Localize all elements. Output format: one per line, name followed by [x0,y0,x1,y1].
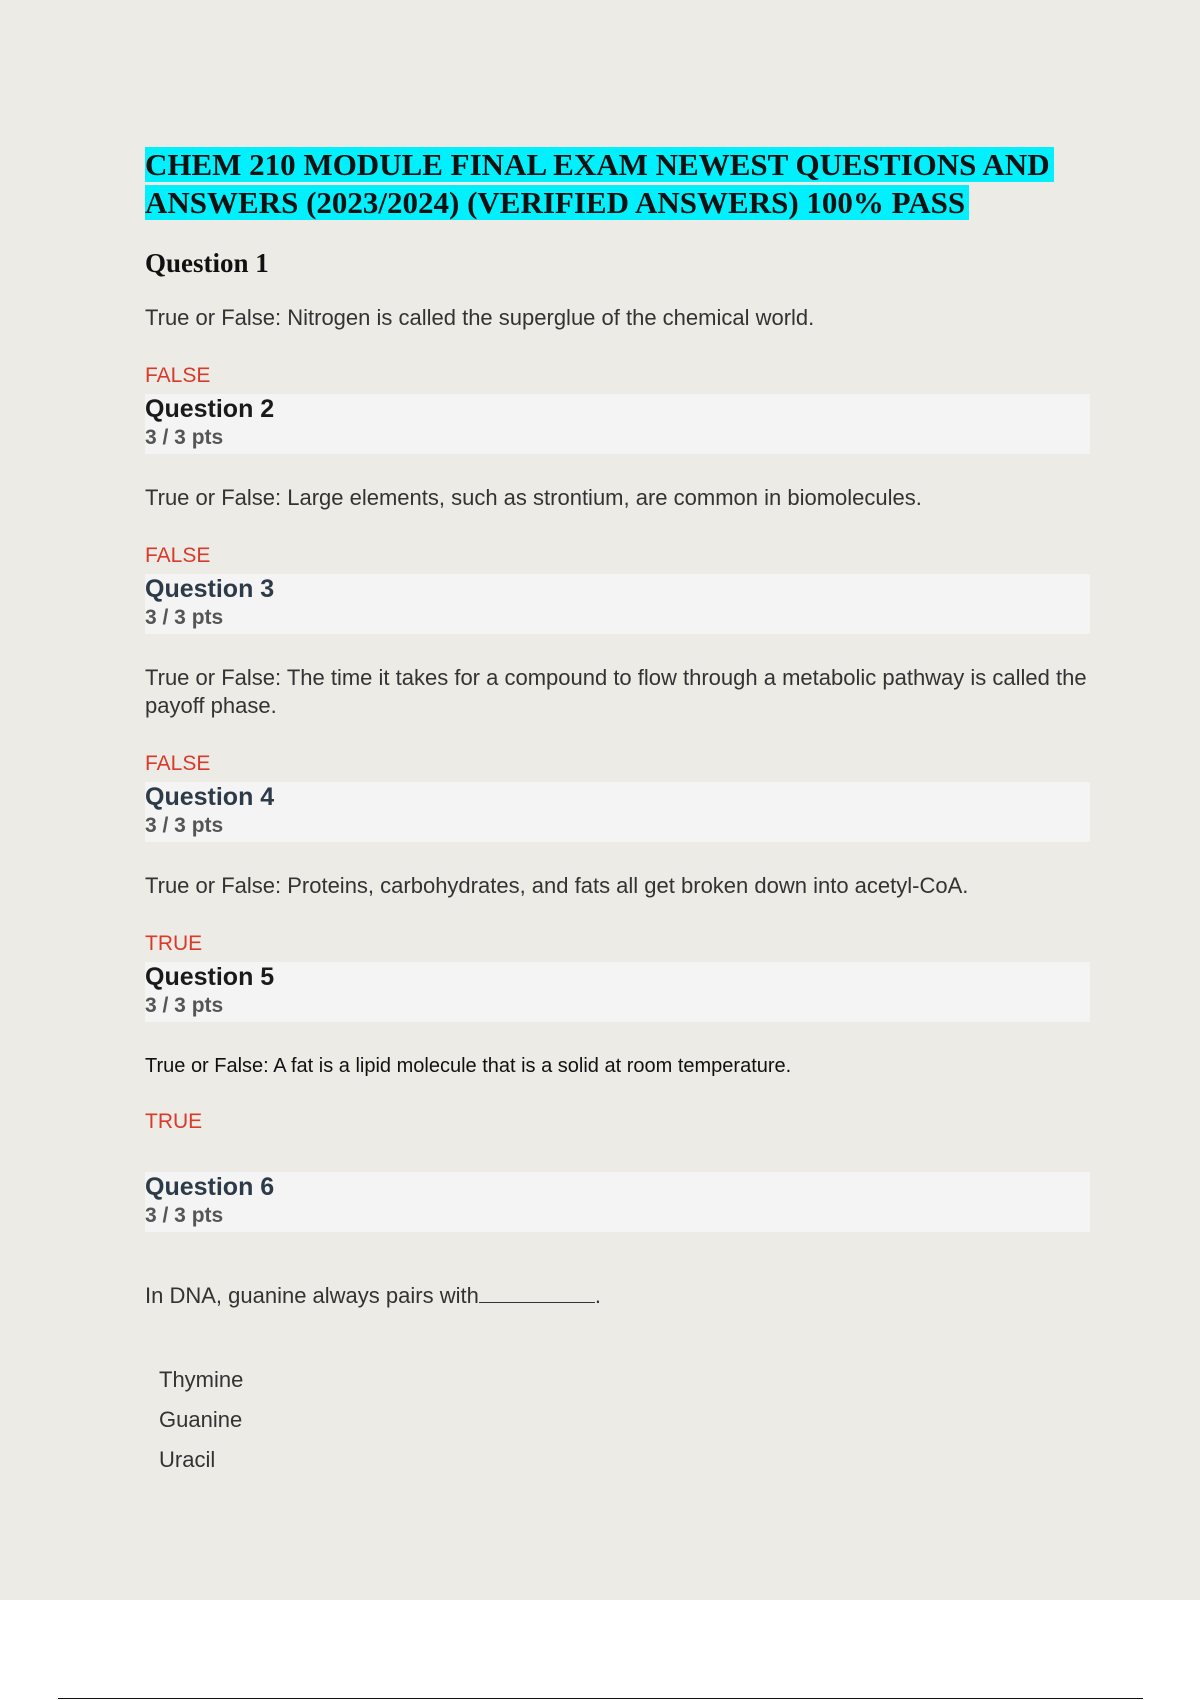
question-6-option-3: Uracil [159,1447,216,1472]
question-6-heading: Question 6 [145,1173,275,1201]
question-4-points: 3 / 3 pts [145,814,224,837]
question-2-answer: FALSE [145,544,211,567]
question-1-answer: FALSE [145,364,211,387]
document-title: CHEM 210 MODULE FINAL EXAM NEWEST QUESTIONS AND ANSWERS (2023/2024) (VERIFIED ANSWERS) 100% PASS [145,146,1090,222]
question-2-header [145,394,1090,454]
question-5-heading: Question 5 [145,963,275,991]
question-3-heading: Question 3 [145,575,275,603]
document-body [145,146,1090,1480]
question-4-prompt: True or False: Proteins, carbohydrates, and fats all get broken down into acetyl-CoA. [145,873,969,898]
question-5-answer: TRUE [145,1110,203,1133]
question-2-prompt: True or False: Large elements, such as strontium, are common in biomolecules. [145,485,922,510]
question-1-heading: Question 1 [145,248,269,278]
question-3-prompt: True or False: The time it takes for a compound to flow through a metabolic pathway is called the payoff phase. [145,665,1087,718]
question-1-prompt: True or False: Nitrogen is called the superglue of the chemical world. [145,305,815,330]
footer-rule [58,1698,1143,1699]
question-6-option-1: Thymine [159,1367,244,1392]
question-2-points: 3 / 3 pts [145,426,224,449]
question-6-points: 3 / 3 pts [145,1204,224,1227]
question-6-prompt-end: . [594,1283,601,1308]
question-2-heading: Question 2 [145,395,275,423]
question-4-answer: TRUE [145,932,203,955]
question-3-answer: FALSE [145,752,211,775]
question-6-prompt [145,1282,1090,1310]
fill-in-blank [479,1282,595,1303]
question-3-points: 3 / 3 pts [145,606,224,629]
question-6-option-2: Guanine [159,1407,243,1432]
question-5-prompt: True or False: A fat is a lipid molecule that is a solid at room temperature. [145,1055,792,1077]
question-5-points: 3 / 3 pts [145,994,224,1017]
question-4-header [145,782,1090,842]
question-6-header [145,1172,1090,1232]
question-4-heading: Question 4 [145,783,275,811]
question-5-header [145,962,1090,1022]
question-6-prompt-text: In DNA, guanine always pairs with [145,1283,479,1308]
question-3-header [145,574,1090,634]
